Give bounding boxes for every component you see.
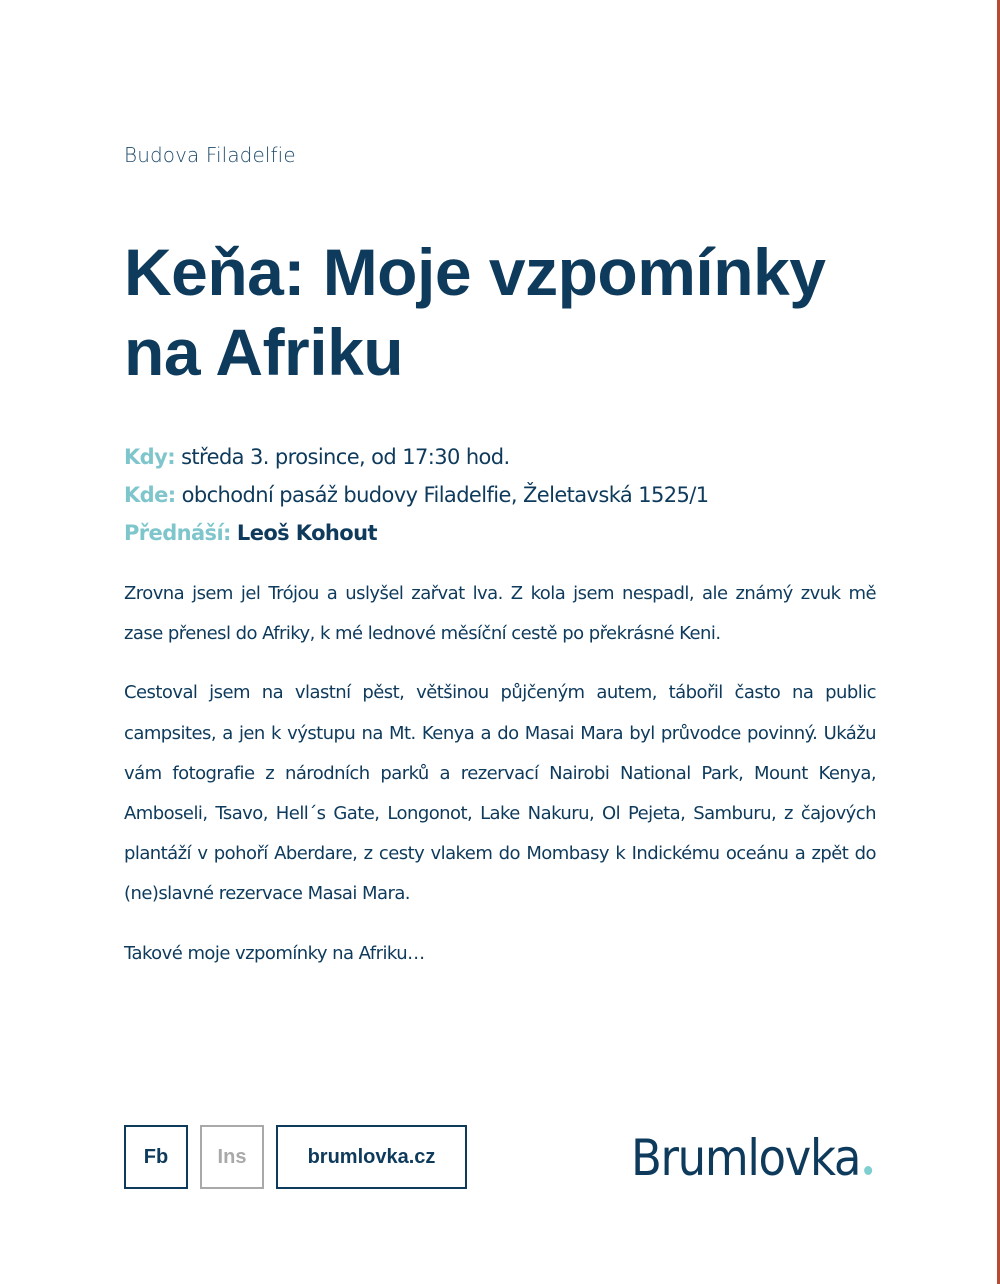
description-paragraph: Cestoval jsem na vlastní pěst, většinou půjčeným autem, tábořil často na public campsites, a jen k výstupu na Mt. Kenya a do Masai Mara byl průvodce povinný. Ukážu vám fotografie z národních parků a rezervací Nairobi National Park, Mount Kenya, Amboseli, Tsavo, Hell´s Gate, Longonot, Lake Nakuru, Ol Pejeta, Samburu, z čajových plantáží v pohoří Aberdare, z cesty vlakem do Mombasy k Indickému oceánu a zpět do (ne)slavné rezervace Masai Mara. xyxy=(124,682,876,905)
detail-value: středa 3. prosince, od 17:30 hod. xyxy=(181,445,510,469)
detail-label: Přednáší: xyxy=(124,521,231,545)
detail-where xyxy=(124,476,709,514)
website-button[interactable]: brumlovka.cz xyxy=(276,1125,467,1189)
detail-when xyxy=(124,438,709,476)
venue-label: Budova Filadelfie xyxy=(124,143,296,167)
description-paragraph: Zrovna jsem jel Trójou a uslyšel zařvat lva. Z kola jsem nespadl, ale známý zvuk mě zase přenesl do Afriky, k mé lednové měsíční cestě po překrásné Keni. xyxy=(124,583,876,645)
brumlovka-logo xyxy=(631,1128,872,1188)
facebook-button[interactable]: Fb xyxy=(124,1125,188,1189)
logo-dot-icon xyxy=(864,1166,872,1175)
instagram-button[interactable]: Ins xyxy=(200,1125,264,1189)
detail-value: obchodní pasáž budovy Filadelfie, Želetavská 1525/1 xyxy=(181,483,709,507)
detail-label: Kde: xyxy=(124,483,176,507)
speaker-name: Leoš Kohout xyxy=(236,521,377,545)
logo-text: Brumlovka xyxy=(631,1129,861,1187)
description-paragraph: Takové moje vzpomínky na Afriku… xyxy=(124,942,425,964)
detail-speaker xyxy=(124,514,709,552)
detail-label: Kdy: xyxy=(124,445,175,469)
event-title: Keňa: Moje vzpomínky na Afriku xyxy=(124,235,826,389)
footer-links xyxy=(124,1125,467,1189)
event-description xyxy=(124,574,876,993)
event-details xyxy=(124,438,709,552)
